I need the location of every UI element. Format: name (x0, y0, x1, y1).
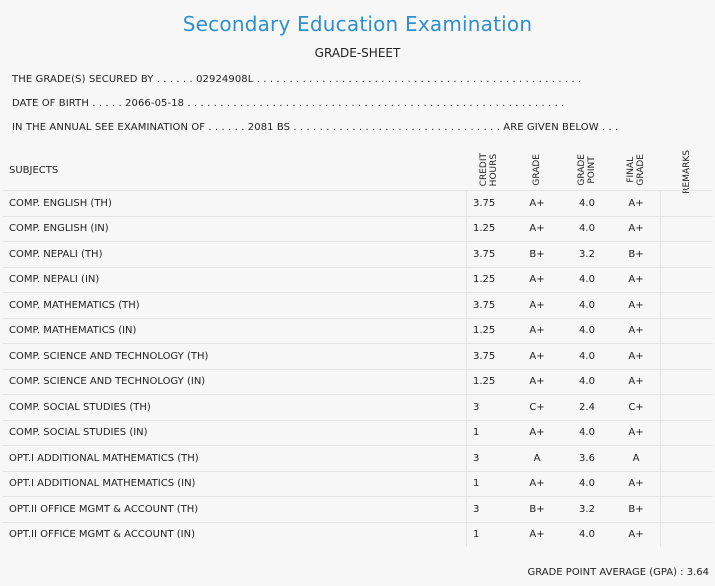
remarks-cell (660, 523, 713, 548)
subject-cell: OPT.II OFFICE MGMT & ACCOUNT (TH) (9, 503, 199, 515)
grade-cell: A+ (529, 478, 545, 490)
subject-cell: OPT.I ADDITIONAL MATHEMATICS (IN) (9, 478, 196, 490)
grade-point-cell: 3.2 (579, 248, 595, 260)
credit-hours-cell: 1.25 (466, 370, 512, 395)
grade-cell: B+ (529, 503, 545, 515)
subject-cell: COMP. MATHEMATICS (TH) (9, 299, 140, 311)
grade-point-cell: 4.0 (579, 223, 595, 235)
remarks-cell (660, 293, 713, 318)
remarks-header: REMARKS (681, 150, 692, 194)
grade-point-cell: 4.0 (579, 350, 595, 362)
grade-point-cell: 3.6 (579, 452, 595, 464)
subject-cell: OPT.II OFFICE MGMT & ACCOUNT (IN) (9, 529, 195, 541)
grade-sheet-heading: GRADE-SHEET (314, 46, 401, 60)
credit-hours-cell: 3.75 (466, 344, 512, 369)
grade-cell: A+ (529, 427, 545, 439)
subject-cell: COMP. SOCIAL STUDIES (TH) (9, 401, 151, 413)
grade-cell: A+ (529, 299, 545, 311)
final-grade-cell: A+ (628, 299, 644, 311)
grade-point-cell: 4.0 (579, 529, 595, 541)
subject-cell: COMP. MATHEMATICS (IN) (9, 325, 137, 337)
grade-cell: A+ (529, 529, 545, 541)
subject-cell: COMP. ENGLISH (IN) (9, 223, 109, 235)
final-grade-cell: B+ (628, 248, 644, 260)
final-grade-cell: A+ (628, 478, 644, 490)
grade-point-cell: 4.0 (579, 427, 595, 439)
grade-point-cell: 4.0 (579, 478, 595, 490)
credit-hours-cell: 1.25 (466, 217, 512, 242)
final-grade-cell: A+ (628, 350, 644, 362)
subject-cell: COMP. NEPALI (IN) (9, 274, 100, 286)
remarks-cell (660, 268, 713, 293)
final-grade-cell: A+ (628, 427, 644, 439)
grade-point-cell: 2.4 (579, 401, 595, 413)
credit-hours-header: CREDIT HOURS (479, 153, 499, 187)
credit-hours-cell: 3.75 (466, 242, 512, 267)
table-row (3, 190, 713, 216)
grade-cell: A+ (529, 197, 545, 209)
grade-cell: A+ (529, 376, 545, 388)
remarks-cell (660, 472, 713, 497)
table-row (3, 522, 713, 548)
remarks-cell (660, 497, 713, 522)
table-row (3, 496, 713, 522)
credit-hours-cell: 3 (466, 446, 512, 471)
subject-cell: COMP. SCIENCE AND TECHNOLOGY (IN) (9, 376, 206, 388)
grade-point-cell: 4.0 (579, 376, 595, 388)
table-row (3, 394, 713, 420)
subject-cell: COMP. SOCIAL STUDIES (IN) (9, 427, 148, 439)
subject-cell: COMP. SCIENCE AND TECHNOLOGY (TH) (9, 350, 209, 362)
subject-cell: COMP. NEPALI (TH) (9, 248, 103, 260)
grade-point-cell: 4.0 (579, 274, 595, 286)
final-grade-cell: A+ (628, 529, 644, 541)
final-grade-cell: A+ (628, 325, 644, 337)
credit-hours-cell: 1.25 (466, 319, 512, 344)
table-row (3, 216, 713, 242)
final-grade-cell: A (632, 452, 640, 464)
table-row (3, 445, 713, 471)
credit-hours-cell: 1 (466, 472, 512, 497)
remarks-cell (660, 421, 713, 446)
grade-cell: B+ (529, 248, 545, 260)
remarks-cell (660, 446, 713, 471)
remarks-cell (660, 370, 713, 395)
grade-cell: A+ (529, 274, 545, 286)
final-grade-cell: A+ (628, 223, 644, 235)
grade-point-cell: 3.2 (579, 503, 595, 515)
table-row (3, 343, 713, 369)
final-grade-cell: A+ (628, 274, 644, 286)
credit-hours-cell: 3.75 (466, 293, 512, 318)
grade-cell: A+ (529, 223, 545, 235)
credit-hours-cell: 3 (466, 497, 512, 522)
subject-cell: OPT.I ADDITIONAL MATHEMATICS (TH) (9, 452, 199, 464)
grade-secured-line: THE GRADE(S) SECURED BY . . . . . . 02924908L . . . . . . . . . . . . . . . . . . . . . . . . . . . . . . . . . . . . . . . . . . . . . . . . . . (12, 74, 582, 85)
grade-cell: A (533, 452, 541, 464)
grade-point-cell: 4.0 (579, 299, 595, 311)
table-header-row (3, 150, 713, 194)
final-grade-cell: A+ (628, 197, 644, 209)
grade-cell: A+ (529, 350, 545, 362)
grade-cell: A+ (529, 325, 545, 337)
credit-hours-cell: 3.75 (466, 191, 512, 216)
gpa-summary: GRADE POINT AVERAGE (GPA) : 3.64 (527, 567, 709, 578)
grade-header: GRADE (532, 154, 542, 186)
remarks-cell (660, 344, 713, 369)
table-row (3, 318, 713, 344)
table-row (3, 267, 713, 293)
remarks-cell (660, 319, 713, 344)
table-row (3, 241, 713, 267)
remarks-cell (660, 191, 713, 216)
grade-point-header: GRADE POINT (577, 154, 597, 186)
table-row (3, 471, 713, 497)
final-grade-cell: C+ (628, 401, 644, 413)
credit-hours-cell: 1 (466, 421, 512, 446)
subject-cell: COMP. ENGLISH (TH) (9, 197, 112, 209)
grade-point-cell: 4.0 (579, 197, 595, 209)
credit-hours-cell: 1.25 (466, 268, 512, 293)
credit-hours-cell: 1 (466, 523, 512, 548)
remarks-cell (660, 242, 713, 267)
remarks-cell (660, 217, 713, 242)
date-of-birth-line: DATE OF BIRTH . . . . . 2066-05-18 . . . . . . . . . . . . . . . . . . . . . . . . . . . . . . . . . . . . . . . . . . . . . . . . . . . . . . . . . . (12, 98, 565, 109)
subjects-header: SUBJECTS (9, 164, 59, 176)
table-row (3, 420, 713, 446)
table-body (3, 190, 713, 547)
final-grade-header: FINAL GRADE (626, 154, 646, 186)
final-grade-cell: B+ (628, 503, 644, 515)
grade-table (3, 150, 713, 547)
grade-point-cell: 4.0 (579, 325, 595, 337)
exam-line: IN THE ANNUAL SEE EXAMINATION OF . . . . . . 2081 BS . . . . . . . . . . . . . . . . . . . . . . . . . . . . . . . . ARE GIVEN BELOW . . . (12, 122, 619, 133)
table-row (3, 292, 713, 318)
grade-cell: C+ (529, 401, 545, 413)
table-row (3, 369, 713, 395)
credit-hours-cell: 3 (466, 395, 512, 420)
final-grade-cell: A+ (628, 376, 644, 388)
page-title: Secondary Education Examination (182, 12, 533, 36)
remarks-cell (660, 395, 713, 420)
